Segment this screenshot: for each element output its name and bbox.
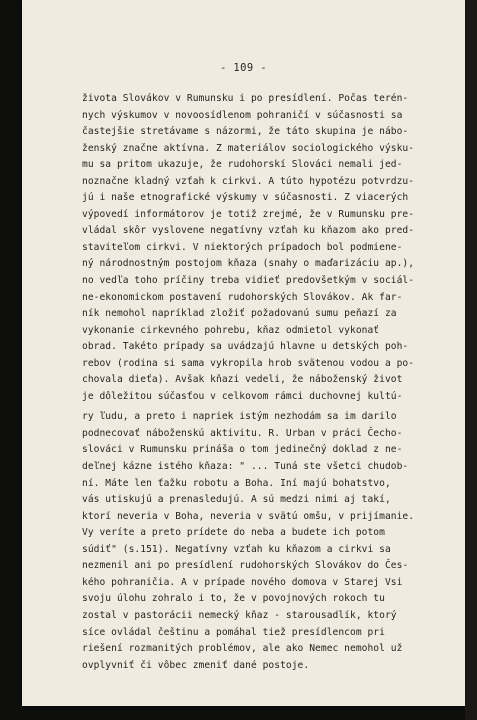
text-line: ry ľudu, a preto i napriek istým nezhodám sa im darilo xyxy=(82,411,397,423)
page-number: - 109 - xyxy=(219,62,268,74)
text-line: noznačne kladný vzťah k cirkvi. A túto hypotézu potvrdzu- xyxy=(82,175,415,187)
text-line: no vedľa toho príčiny treba vidieť predovšetkým v sociál- xyxy=(82,275,415,287)
text-line: chovala dieťa). Avšak kňazi vedeli, že náboženský život xyxy=(82,374,403,386)
text-line: podnecovať náboženskú aktivitu. R. Urban v práci Čecho- xyxy=(82,427,403,439)
text-line: častejšie stretávame s názormi, že táto skupina je nábo- xyxy=(82,126,409,138)
text-line: ní. Máte len ťažku robotu a Boha. Iní majú bohatstvo, xyxy=(82,477,391,489)
text-line: ný národnostným postojom kňaza (snahy o maďarizáciu ap.), xyxy=(82,258,415,270)
text-line: ženský značne aktívna. Z materiálov sociologického výsku- xyxy=(82,142,415,154)
text-line: kého pohraničia. A v prípade nového domova v Starej Vsi xyxy=(82,576,403,588)
text-line: síce ovládal češtinu a pomáhal tiež presídlencom pri xyxy=(82,626,385,638)
text-line: zostal v pastorácii nemecký kňaz - starousadlík, ktorý xyxy=(82,609,397,621)
text-line: slováci v Rumunsku prináša o tom jedinečný doklad z ne- xyxy=(82,444,403,456)
text-line: staviteľom cirkvi. V niektorých prípadoch bol podmiene- xyxy=(82,241,403,253)
text-line: života Slovákov v Rumunsku i po presídlení. Počas terén- xyxy=(82,93,409,104)
text-line: mu sa pritom ukazuje, že rudohorskí Slováci nemali jed- xyxy=(82,159,403,171)
text-line: výpovedí informátorov je totiž zrejmé, že v Rumunsku pre- xyxy=(82,208,415,220)
text-line: ne-ekonomickom postavení rudohorských Slovákov. Ak far- xyxy=(82,291,403,303)
text-line: je dôležitou súčasťou v celkovom rámci duchovnej kultú- xyxy=(82,390,403,402)
document-page xyxy=(22,0,465,706)
text-line: riešení rozmanitých problémov, ale ako Nemec nemohol už xyxy=(82,643,403,655)
text-line: nezmenil ani po presídlení rudohorských Slovákov do Čes- xyxy=(82,560,409,572)
text-line: ovplyvniť či vôbec zmeniť dané postoje. xyxy=(82,659,310,671)
scan-border xyxy=(465,0,477,720)
text-line: rebov (rodina si sama vykropila hrob svätenou vodou a po- xyxy=(82,357,415,369)
text-line: ktorí neveria v Boha, neveria v svätú omšu, v prijímanie. xyxy=(82,510,415,522)
text-line: nych výskumov v novoosídlenom pohraničí v súčasnosti sa xyxy=(82,109,403,121)
text-line: súdiť" (s.151). Negatívny vzťah ku kňazom a cirkvi sa xyxy=(82,543,391,555)
text-line: vládal skôr vyslovene negatívny vzťah ku kňazom ako pred- xyxy=(82,225,415,237)
text-line: Vy veríte a preto prídete do neba a budete ich potom xyxy=(82,527,385,539)
text-line: ník nemohol napríklad zložiť požadovanú sumu peňazí za xyxy=(82,308,397,320)
text-line: vykonanie cirkevného pohrebu, kňaz odmietol vykonať xyxy=(82,324,380,336)
body-text xyxy=(82,91,452,674)
text-line: svoju úlohu zohralo i to, že v povojnových rokoch tu xyxy=(82,593,385,605)
text-line: vás utiskujú a prenasledujú. A sú medzi nimi aj takí, xyxy=(82,494,391,506)
text-line: jú i naše etnografické výskumy v súčasnosti. Z viacerých xyxy=(82,192,409,204)
text-line: deľnej kázne istého kňaza: " ... Tuná ste všetci chudob- xyxy=(82,461,409,473)
text-line: obrad. Takéto prípady sa uvádzajú hlavne u detských poh- xyxy=(82,341,409,353)
